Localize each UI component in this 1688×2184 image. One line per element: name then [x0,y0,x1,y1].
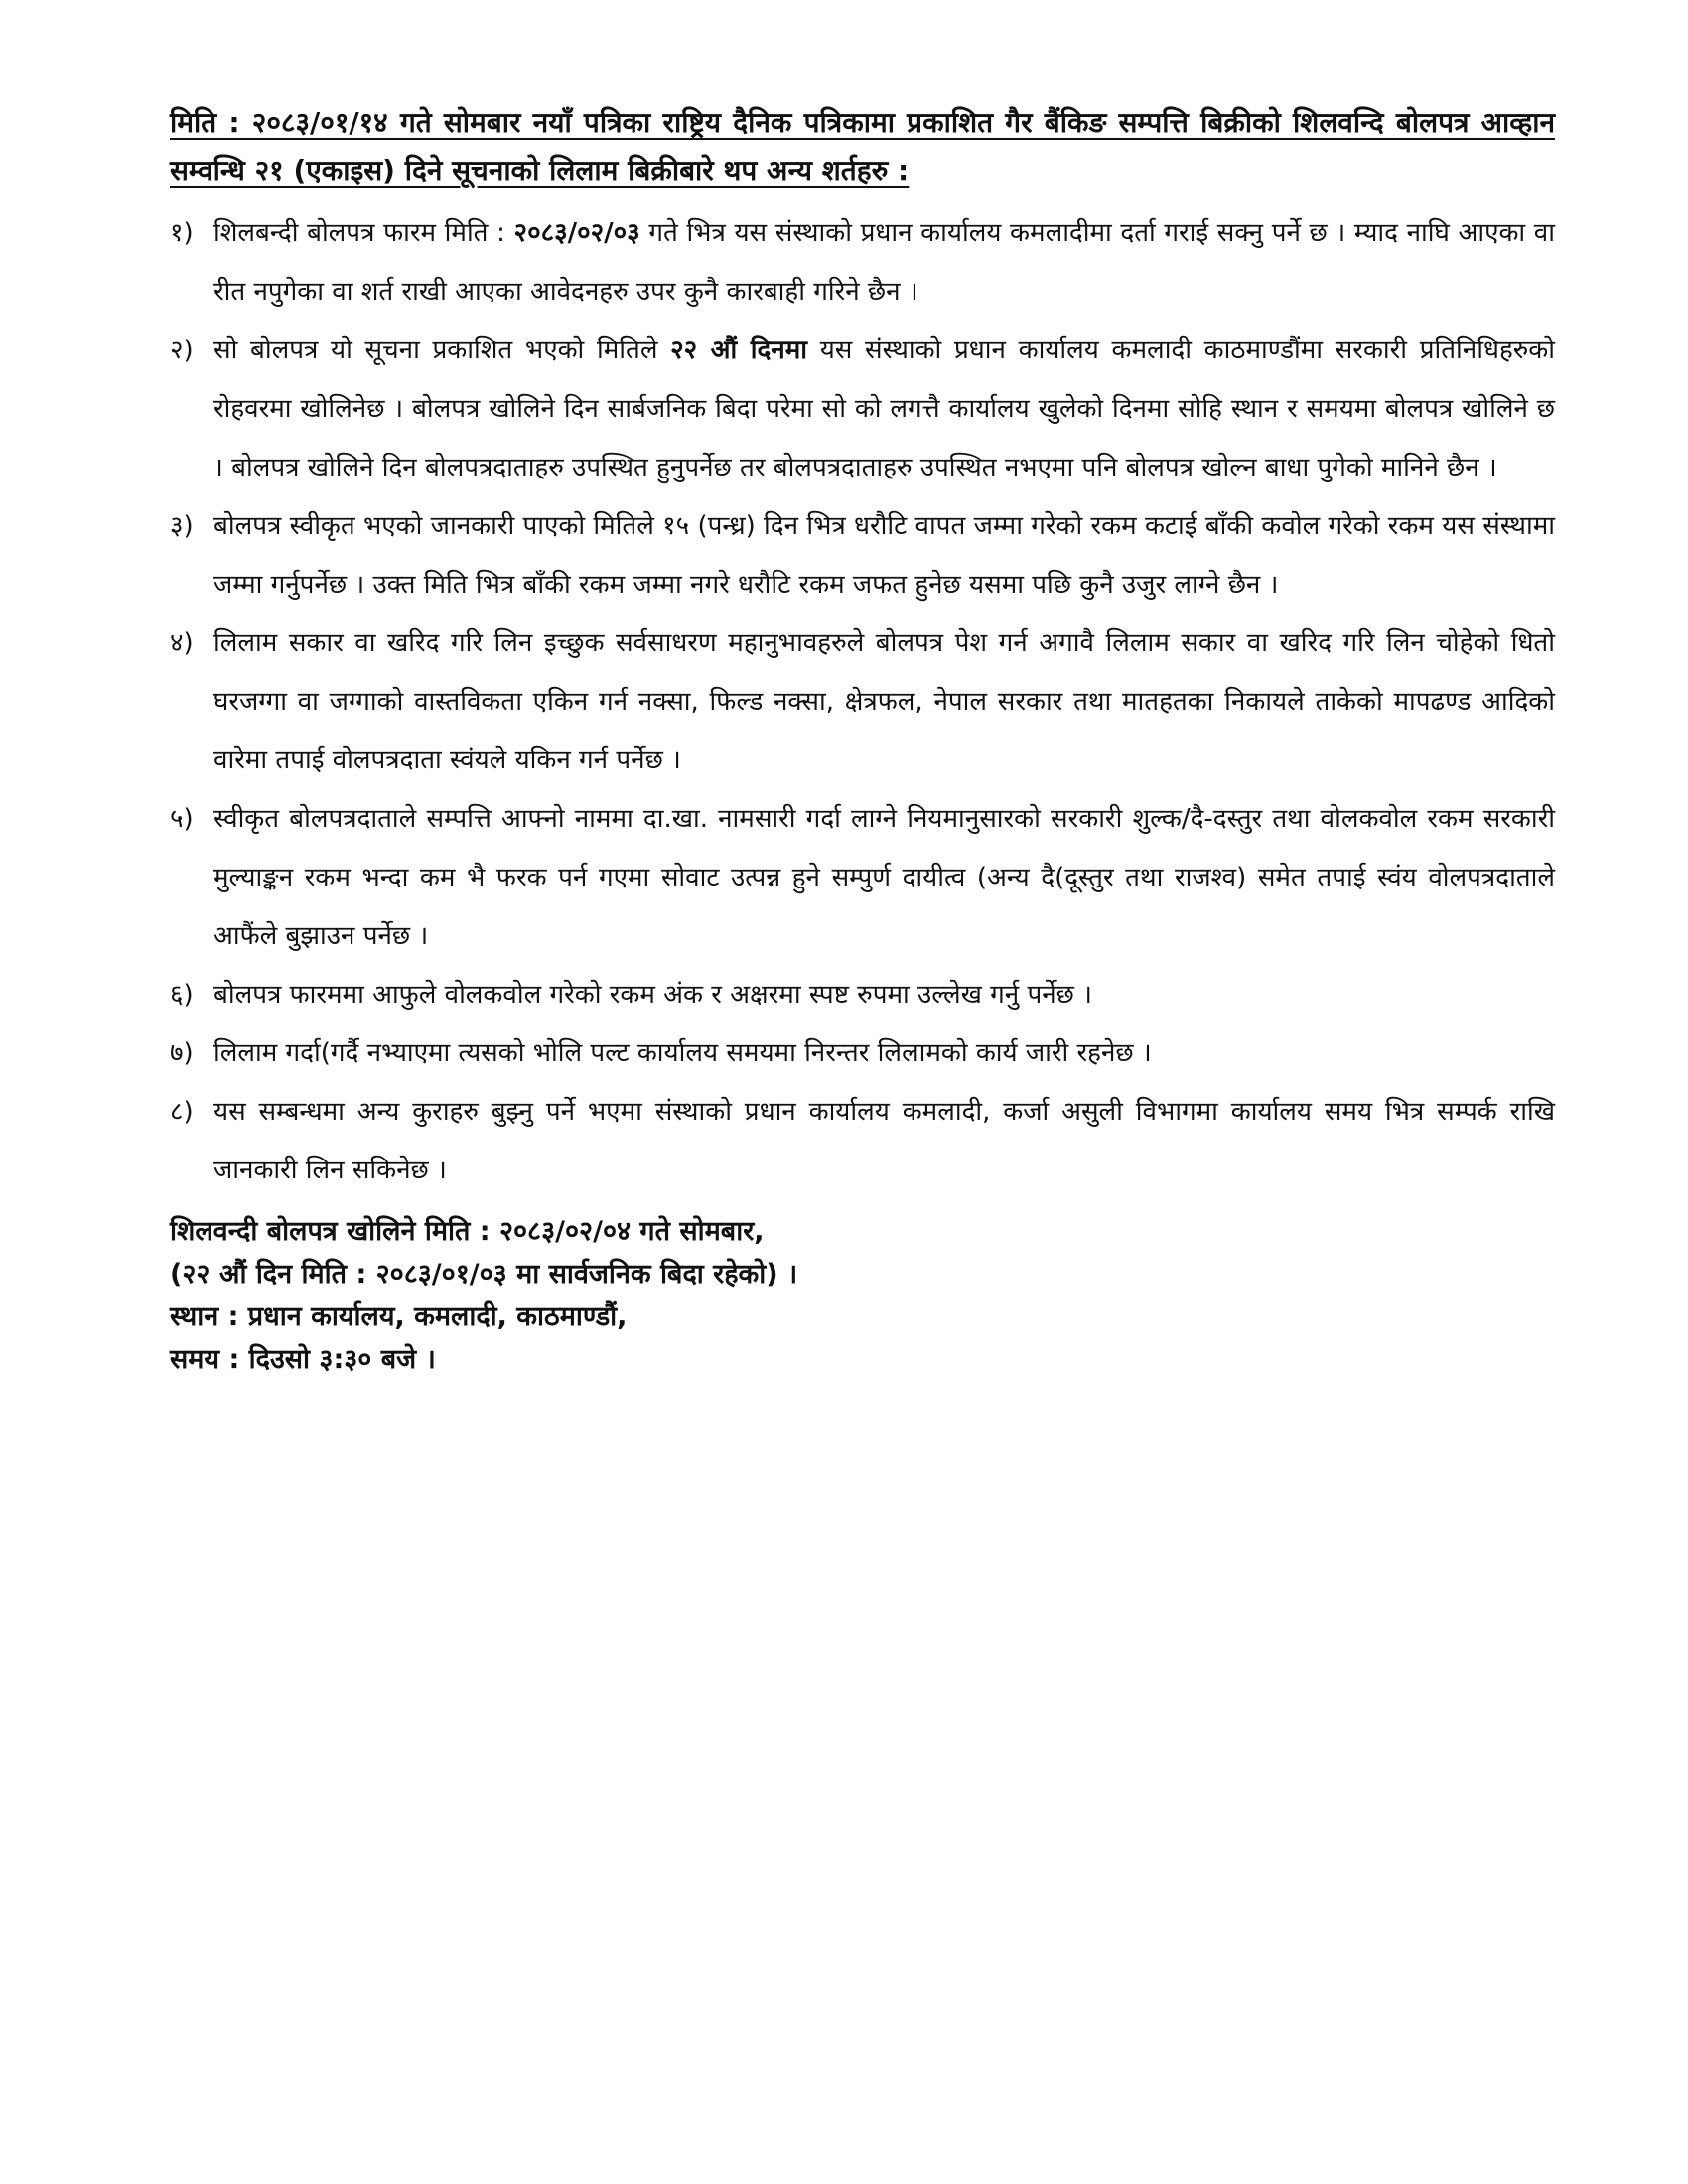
condition-item-7 [170,1024,1555,1083]
item-number: ८) [170,1097,194,1127]
item-text-lead: सो बोलपत्र यो सूचना प्रकाशित भएको मितिले [213,336,671,365]
item-text [213,614,1555,790]
opening-details [170,1210,1555,1381]
item-text-lead: स्वीकृत बोलपत्रदाताले सम्पत्ति आफ्नो नाममा दा.खा. नामसारी गर्दा लाग्ने नियमानुसारको सरकारी शुल्क/दै-दस्तुर तथा वोलकवोल रकम सरकारी मुल्याङ्कन रकम भन्दा कम भै फरक पर्न गएमा सोवाट उत्पन्न हुने सम्पुर्ण दायीत्व (अन्य दै(दूस्तुर तथा राजश्व) समेत तपाई स्वंय वोलपत्रदाताले आफैंले बुझाउन पर्नेछ । [213,804,1555,951]
item-text [213,1083,1555,1200]
item-number: ७) [170,1038,194,1068]
item-number: ३) [170,511,194,541]
item-number: ५) [170,804,194,834]
notice-heading: मिति : २०८३/०१/१४ गते सोमबार नयाँ पत्रिका राष्ट्रिय दैनिक पत्रिकामा प्रकाशित गैर बैंकिङ सम्पत्ति बिक्रीको शिलवन्दि बोलपत्र आव्हान सम्वन्धि २१ (एकाइस) दिने सूचनाको लिलाम बिक्रीबारे थप अन्य शर्तहरु : [170,106,1555,187]
condition-item-1 [170,205,1555,322]
venue-line: स्थान : प्रधान कार्यालय, कमलादी, काठमाण्डौं, [170,1301,628,1332]
item-text [213,1024,1555,1083]
condition-item-4 [170,614,1555,790]
item-text-lead: बोलपत्र स्वीकृत भएको जानकारी पाएको मितिले १५ (पन्ध्र) दिन भित्र धरौटि वापत जम्मा गरेको रकम कटाई बाँकी कवोल गरेको रकम यस संस्थामा जम्मा गर्नुपर्नेछ । उक्त मिति भित्र बाँकी रकम जम्मा नगरे धरौटि रकम जफत हुनेछ यसमा पछि कुनै उजुर लाग्ने छैन । [213,511,1555,600]
item-text-lead: लिलाम सकार वा खरिद गरि लिन इच्छुक सर्वसाधरण महानुभावहरुले बोलपत्र पेश गर्न अगावै लिलाम सकार वा खरिद गरि लिन चोहेको धितो घरजग्गा वा जग्गाको वास्तविकता एकिन गर्न नक्सा, फिल्ड नक्सा, क्षेत्रफल, नेपाल सरकार तथा मातहतका निकायले ताकेको मापढण्ड आदिको वारेमा तपाई वोलपत्रदाता स्वंयले यकिन गर्न पर्नेछ । [213,628,1555,775]
holiday-note-line: (२२ औं दिन मिति : २०८३/०१/०३ मा सार्वजनिक बिदा रहेको) । [170,1259,798,1290]
condition-item-8 [170,1083,1555,1200]
item-text [213,966,1555,1024]
item-text [213,205,1555,322]
item-text-lead: यस सम्बन्धमा अन्य कुराहरु बुझ्नु पर्ने भएमा संस्थाको प्रधान कार्यालय कमलादी, कर्जा असुली विभागमा कार्यालय समय भित्र सम्पर्क राखि जानकारी लिन सकिनेछ । [213,1097,1555,1185]
item-text-lead: लिलाम गर्दा(गर्दै नभ्याएमा त्यसको भोलि पल्ट कार्यालय समयमा निरन्तर लिलामको कार्य जारी रहनेछ । [213,1038,1152,1068]
item-number: ६) [170,980,194,1010]
item-text-bold: २०८३/०२/०३ [513,218,640,248]
condition-item-5 [170,790,1555,966]
condition-item-3 [170,497,1555,614]
item-text [213,497,1555,614]
opening-date-line: शिलवन्दी बोलपत्र खोलिने मिति : २०८३/०२/०४ गते सोमबार, [170,1216,765,1247]
item-text-bold: २२ औं दिनमा [670,336,807,365]
item-text [213,322,1555,497]
item-number: ४) [170,628,194,658]
item-text-lead: बोलपत्र फारममा आफुले वोलकवोल गरेको रकम अंक र अक्षरमा स्पष्ट रुपमा उल्लेख गर्नु पर्नेछ । [213,980,1093,1010]
item-number: २) [170,336,194,365]
item-text-rest: यस संस्थाको प्रधान कार्यालय कमलादी काठमाण्डौंमा सरकारी प्रतिनिधिहरुको रोहवरमा खोलिनेछ । बोलपत्र खोलिने दिन सार्बजनिक बिदा परेमा सो को लगत्तै कार्यालय खुलेको दिनमा सोहि स्थान र समयमा बोलपत्र खोलिने छ । बोलपत्र खोलिने दिन बोलपत्रदाताहरु उपस्थित हुनुपर्नेछ तर बोलपत्रदाताहरु उपस्थित नभएमा पनि बोलपत्र खोल्न बाधा पुगेको मानिने छैन । [213,336,1555,482]
time-line: समय : दिउसो ३:३० बजे । [170,1344,436,1375]
item-text-rest: गते भित्र यस संस्थाको प्रधान कार्यालय कमलादीमा दर्ता गराई सक्नु पर्ने छ । म्याद नाघि आएका वा रीत नपुगेका वा शर्त राखी आएका आवेदनहरु उपर कुनै कारबाही गरिने छैन । [213,218,1555,307]
condition-item-6 [170,966,1555,1024]
item-number: १) [170,218,194,248]
item-text-lead: शिलबन्दी बोलपत्र फारम मिति : [213,218,514,248]
condition-item-2 [170,322,1555,497]
item-text [213,790,1555,966]
